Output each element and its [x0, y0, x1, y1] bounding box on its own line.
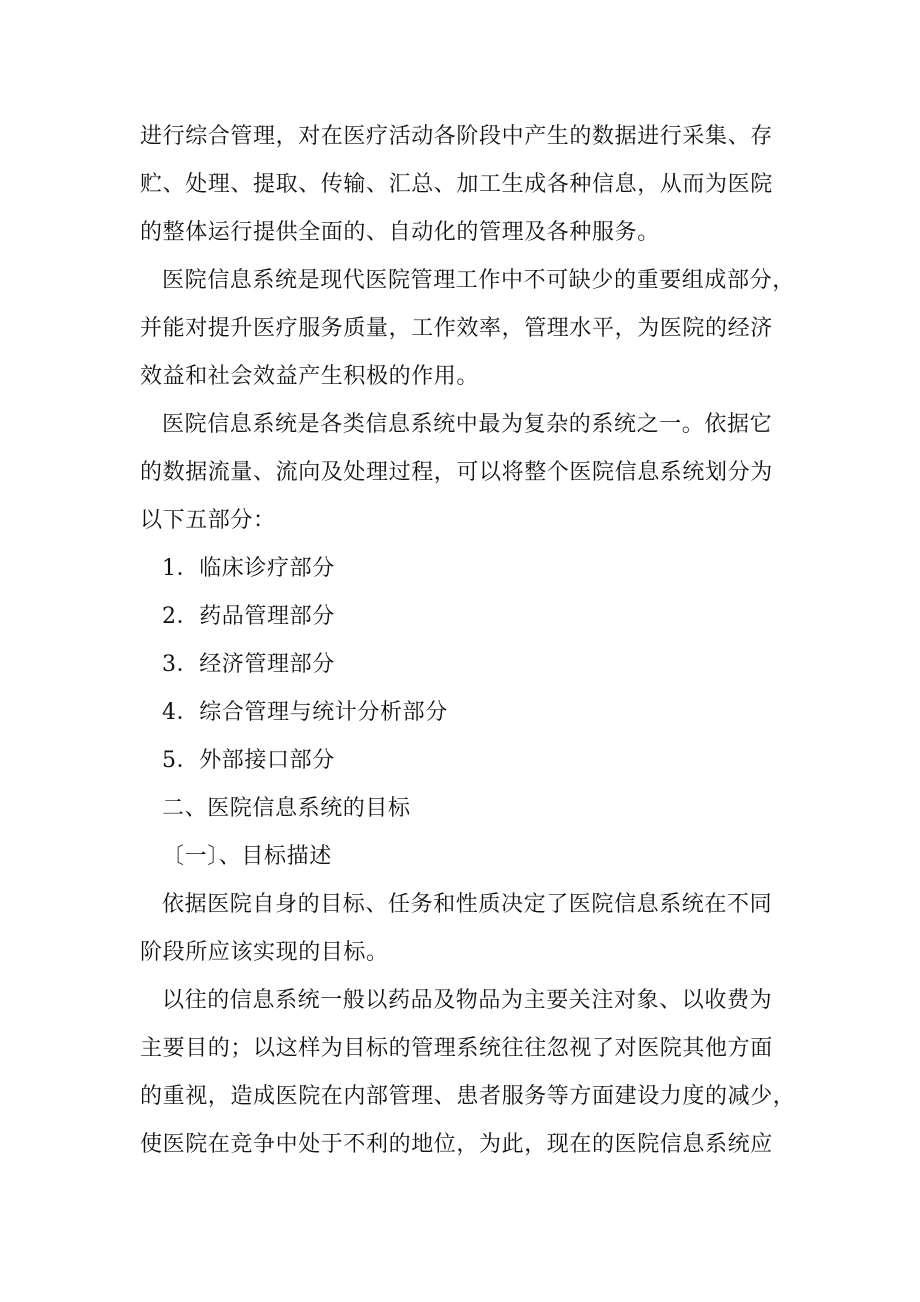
paragraph-line: 并能对提升医疗服务质量，工作效率，管理水平，为医院的经济: [140, 316, 773, 341]
paragraph-line: 使医院在竞争中处于不利的地位，为此，现在的医院信息系统应: [140, 1132, 773, 1157]
paragraph-line: 阶段所应该实现的目标。: [140, 940, 389, 965]
paragraph-line: 医院信息系统是现代医院管理工作中不可缺少的重要组成部分，: [162, 268, 795, 293]
list-item: 5．外部接口部分: [162, 748, 335, 773]
paragraph-line: 的整体运行提供全面的、自动化的管理及各种服务。: [140, 220, 660, 245]
paragraph-line: 主要目的；以这样为目标的管理系统往往忽视了对医院其他方面: [140, 1036, 773, 1061]
paragraph-line: 的数据流量、流向及处理过程，可以将整个医院信息系统划分为: [140, 460, 773, 485]
list-item: 1．临床诊疗部分: [162, 556, 335, 581]
document-body: [140, 113, 800, 1169]
paragraph-line: 以下五部分：: [140, 508, 276, 533]
paragraph-line: 效益和社会效益产生积极的作用。: [140, 364, 480, 389]
paragraph-line: 医院信息系统是各类信息系统中最为复杂的系统之一。依据它: [162, 412, 773, 437]
list-item: 3．经济管理部分: [162, 652, 335, 677]
paragraph-line: 依据医院自身的目标、任务和性质决定了医院信息系统在不同: [162, 892, 773, 917]
subsection-heading: 〔一〕、目标描述: [162, 844, 332, 869]
list-item: 4．综合管理与统计分析部分: [162, 700, 448, 725]
paragraph-line: 以往的信息系统一般以药品及物品为主要关注对象、以收费为: [162, 988, 773, 1013]
list-item: 2．药品管理部分: [162, 604, 335, 629]
paragraph-line: 的重视，造成医院在内部管理、患者服务等方面建设力度的减少，: [140, 1084, 796, 1109]
paragraph-line: 贮、处理、提取、传输、汇总、加工生成各种信息，从而为医院: [140, 172, 773, 197]
paragraph-line: 进行综合管理，对在医疗活动各阶段中产生的数据进行采集、存: [140, 124, 773, 149]
section-heading: 二、医院信息系统的目标: [162, 796, 411, 821]
